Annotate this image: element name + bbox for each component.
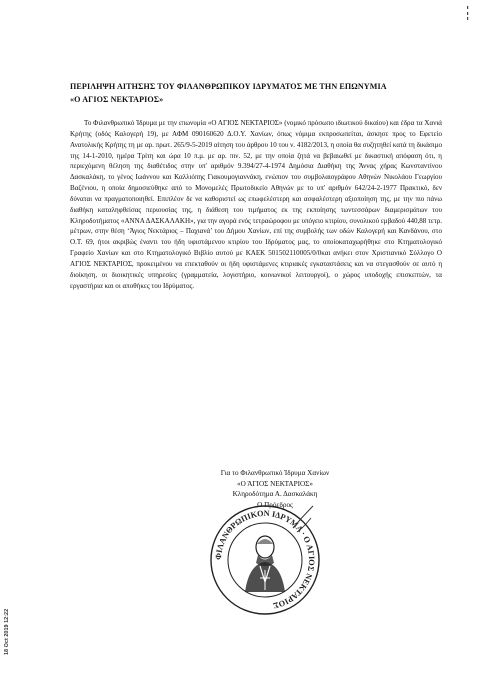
title-line-1: ΠΕΡΙΛΗΨΗ ΑΙΤΗΣΗΣ ΤΟΥ ΦΙΛΑΝΘΡΩΠΙΚΟΥ ΙΔΡΥΜΑΤΟΣ ΜΕ ΤΗΝ ΕΠΩΝΥΜΙΑ (70, 82, 387, 91)
document-title (70, 80, 440, 106)
signature-line-4: Ο Πρόεδρος (257, 500, 293, 509)
signature-line-1: Για το Φιλανθρωπικό Ίδρυμα Χανίων (220, 469, 330, 477)
signature-line-3: Κληροδότημα Α. Δασκαλάκη (232, 490, 318, 499)
signature-line-2: «Ο ΆΓΙΟΣ ΝΕΚΤΑΡΙΟΣ» (237, 479, 313, 488)
stamp-ring-text: ΦΙΛΑΝΘΡΩΠΙΚΟΝ ΙΔΡΥΜΑ · Ο ΑΓΙΟΣ ΝΕΚΤΑΡΙΟΣ (213, 508, 317, 611)
document-body: Το Φιλανθρωπικό Ίδρυμα με την επωνυμία «Ο ΑΓΙΟΣ ΝΕΚΤΑΡΙΟΣ» (νομικό πρόσωπο ιδιωτικού δικαίου) και έδρα τα Χανιά Κρήτης (οδός Καλογερή 19), με ΑΦΜ 090160620 Δ.Ο.Υ. Χανίων, όπως νόμιμα εκπροσωπείται, άσκησε προς το Εφετείο Ανατολικής Κρήτης τη με αρ. πρωτ. 265/9-5-2019 αίτηση του άρθρου 10 του ν. 4182/2013, η οποία θα συζητηθεί κατά τη δικάσιμο της 14-1-2010, ημέρα Τρίτη και ώρα 10 π.μ. με αρ. πιν. 52, με την οποία ζητά να βεβαιωθεί με δικαστική απόφαση ότι, η περιεχόμενη θέληση της διαθέτιδος στην υπ' αριθμόν 9.394/27-4-1974 Δημόσια Διαθήκη της Άννας χήρας Κωνσταντίνου Δασκαλάκη, το γένος Ιωάννου και Καλλιόπης Γιακουμογιαννάκη, ενώπιον του συμβολαιογράφου Αθηνών Νικολάου Γεωργίου Βαζένιου, η οποία δημοσιεύθηκε από το Μονομελές Πρωτοδικείο Αθηνών με το υπ' αριθμόν 642/24-2-1977 Πρακτικό, δεν δύναται να πραγματοποιηθεί. Επιπλέον δε να καθοριστεί ως επωφελέστερη και ασφαλέστερη αξιοποίηση της, με την πιο πάνω διαθήκη καταληφθείσας περιουσίας της, η διάθεση του τιμήματος εκ της εκποίησης τωντεσσάρων διαμερισμάτων του Κληροδοτήματος «ΑΝΝΑ ΔΑΣΚΑΛΑΚΗ», για την αγορά ενός τετραώροφου με υπόγειο κτιρίου, συνολικού εμβαδού 440,88 τετρ. μέτρων, στην θέση ‘Άγιος Νεκτάριος – Παχιανά’ του Δήμου Χανίων, επί της συμβολής των οδών Καλογερή και Κανδάνου, στο Ο.Τ. 69, ήτοι ακριβώς έναντι του ήδη υφιστάμενου κτιρίου του Ιδρύματος μας, το οποίοκαταχωρήθηκε στο Κτηματολογικό Γραφείο Χανίων και στο Κτηματολογικό Βιβλίο αυτού με ΚΑΕΚ 501502110005/0/0και ανήκει στον Χριστιανικό Σύλλογο Ο ΑΓΙΟΣ ΝΕΚΤΑΡΙΟΣ, προκειμένου να επεκταθούν οι ήδη υφιστάμενες κτιριακές εγκαταστάσεις και να στεγασθούν σε αυτό η διοίκηση, οι διοικητικές υπηρεσίες (γραμματεία, λογιστήριο, κοινωνικοί λειτουργοί), ο χώρος υποδοχής επισκεπτών, τα εργαστήρια και οι αποθήκες του Ιδρύματος. (70, 119, 442, 290)
corner-mark-icon (464, 6, 472, 20)
foundation-stamp (205, 500, 325, 620)
title-line-2: «Ο ΑΓΙΟΣ ΝΕΚΤΑΡΙΟΣ» (70, 95, 164, 104)
saint-portrait-icon (245, 536, 285, 592)
side-date-stamp: 18 Oct 2019 12:22 (4, 608, 10, 655)
